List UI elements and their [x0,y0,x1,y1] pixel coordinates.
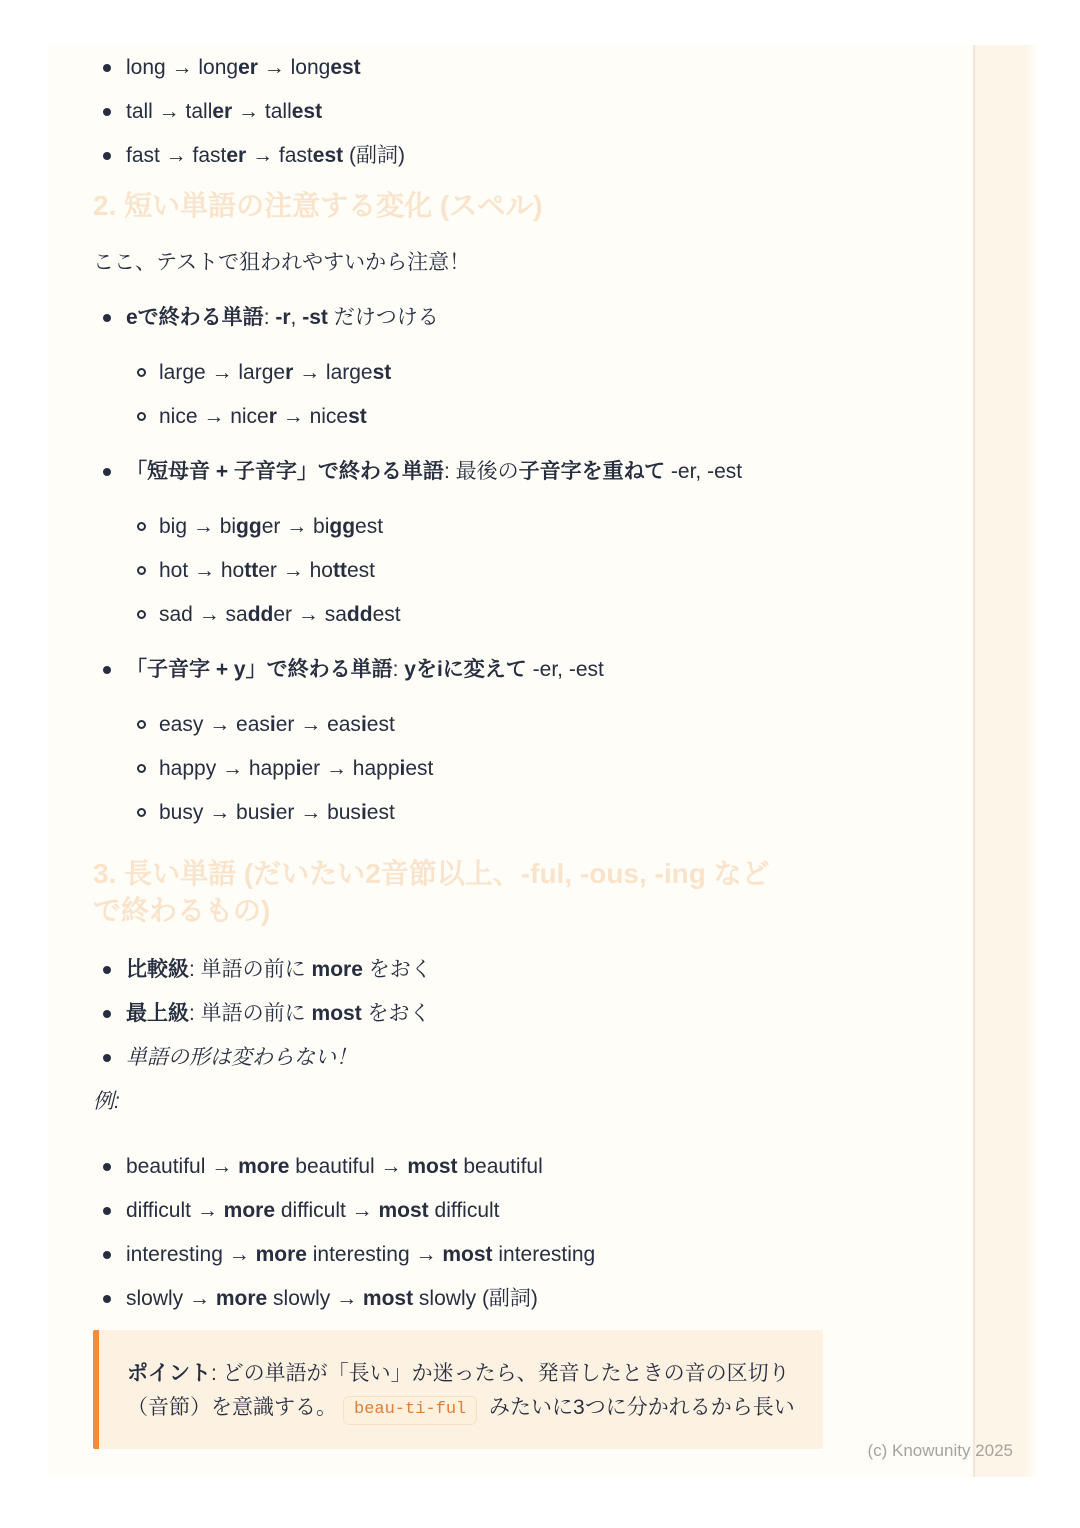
list-item [93,404,933,429]
spelling-rules-list [93,305,933,825]
circle-bullet-icon [137,764,146,773]
list-item [93,712,933,737]
circle-bullet-icon [137,412,146,421]
circle-bullet-icon [137,610,146,619]
list-item [93,1045,933,1070]
list-item-text: beautiful → more beautiful → most beautiful [126,1155,543,1178]
intro-examples-list [93,55,933,168]
list-item [93,514,933,539]
page-edge-strip [973,45,1037,1477]
circle-bullet-icon [137,368,146,377]
list-item-text: fast → faster → fastest (副詞) [126,144,405,167]
circle-bullet-icon [137,720,146,729]
list-item-text: busy → busier → busiest [159,801,395,824]
section-2-note: ここ、テストで狙われやすいから注意！ [93,251,471,274]
rule-examples-sublist [93,360,933,429]
list-item [93,602,933,627]
long-word-examples-list [93,1154,933,1311]
bullet-icon [103,666,111,674]
rule-group-short-vowel [93,459,933,627]
page-fold-line [973,45,975,1477]
heading-line: 3. 長い単語 (だいたい2音節以上、-ful, -ous, -ing など [93,858,770,889]
list-item [93,558,933,583]
rule-examples-sublist [93,712,933,825]
list-item-text: nice → nicer → nicest [159,405,367,428]
bullet-icon [103,64,111,72]
list-item-text: big → bigger → biggest [159,515,384,538]
bullet-icon [103,1010,111,1018]
list-item-text: hot → hotter → hottest [159,559,375,582]
bullet-icon [103,152,111,160]
heading-line: で終わるもの) [93,895,271,926]
bullet-icon [103,1251,111,1259]
rule-group-consonant-y [93,657,933,825]
rule-examples-sublist [93,514,933,627]
copyright-watermark: (c) Knowunity 2025 [867,1441,1013,1460]
bullet-icon [103,1295,111,1303]
list-item [93,800,933,825]
bullet-icon [103,108,111,116]
rule-group-e-ending [93,305,933,429]
point-callout-text: ポイント: どの単語が「長い」か迷ったら、発音したときの音の区切り（音節）を意識する。 beau-ti-ful みたいに3つに分かれるから長い [99,1330,823,1425]
point-callout [93,1330,823,1449]
list-item-text: large → larger → largest [159,361,392,384]
rule-label: eで終わる単語: -r, -st だけつける [126,306,439,329]
rule-label: 「短母音 + 子音字」で終わる単語: 最後の子音字を重ねて -er, -est [126,460,743,483]
bullet-icon [103,1207,111,1215]
list-item-text: 比較級: 単語の前に more をおく [126,958,432,981]
list-item [93,360,933,385]
circle-bullet-icon [137,566,146,575]
bullet-icon [103,1054,111,1062]
list-item-text: happy → happier → happiest [159,757,434,780]
list-item-text: 最上級: 単語の前に most をおく [126,1002,431,1025]
note-content [93,55,933,1449]
list-item [93,1154,933,1179]
list-item [93,1001,933,1026]
long-word-rules-list [93,957,933,1070]
list-item [93,1286,933,1311]
bullet-icon [103,966,111,974]
bullet-icon [103,468,111,476]
list-item [93,143,933,168]
list-item [93,55,933,80]
list-item-text: sad → sadder → saddest [159,603,401,626]
rule-label: 「子音字 + y」で終わる単語: yをiに変えて -er, -est [126,658,604,681]
circle-bullet-icon [137,808,146,817]
list-item [93,957,933,982]
list-item [93,99,933,124]
list-item [93,756,933,781]
list-item-text: easy → easier → easiest [159,713,395,736]
list-item-text: tall → taller → tallest [126,100,323,123]
list-item [93,1198,933,1223]
list-item-text: interesting → more interesting → most interesting [126,1243,596,1266]
list-item-text: difficult → more difficult → most difficult [126,1199,500,1222]
list-item-text: slowly → more slowly → most slowly (副詞) [126,1287,538,1310]
bullet-icon [103,1163,111,1171]
circle-bullet-icon [137,522,146,531]
section-2-heading: 2. 短い単語の注意する変化 (スペル) [93,190,543,221]
list-item-text: long → longer → longest [126,56,361,79]
list-item-text: 単語の形は変わらない！ [126,1046,357,1069]
section-3-heading [93,855,933,929]
list-item [93,1242,933,1267]
note-page [48,45,1037,1477]
example-label: 例: [93,1090,120,1113]
bullet-icon [103,314,111,322]
